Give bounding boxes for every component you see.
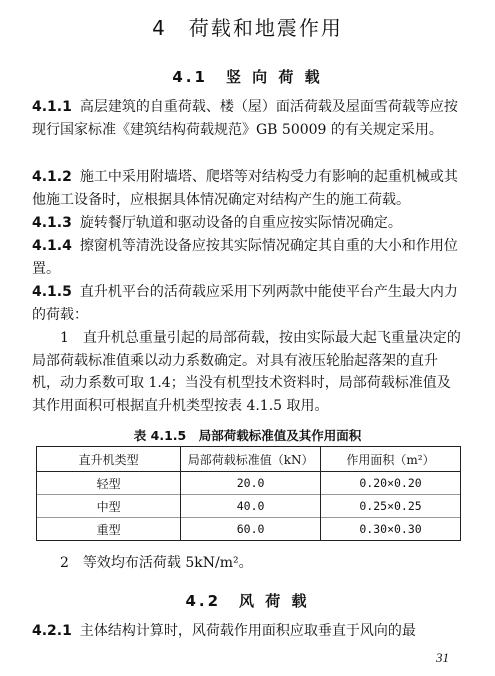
- clause-4-1-5: [32, 281, 464, 326]
- clause-text: 高层建筑的自重荷载、楼（屋）面活荷载及屋面雪荷载等应按现行国家标准《建筑结构荷载规范》GB 50009 的有关规定采用。: [32, 99, 458, 138]
- table-cell: 40.0: [181, 495, 321, 518]
- column-header: 局部荷载标准值（kN）: [181, 447, 321, 472]
- clause-4-1-4: [32, 235, 464, 280]
- table-row: [37, 472, 461, 495]
- clause-number: 4.1.3: [32, 215, 72, 231]
- clause-text: 施工中采用附墙塔、爬塔等对结构受力有影响的起重机械或其他施工设备时，应根据具体情况确定对结构产生的施工荷载。: [32, 169, 458, 208]
- clause-number: 4.2.1: [32, 623, 72, 639]
- table-row: [37, 518, 461, 541]
- table-row: [37, 495, 461, 518]
- clause-text: 旋转餐厅轨道和驱动设备的自重应按实际情况确定。: [79, 215, 402, 231]
- clause-4-1-3: [32, 212, 464, 235]
- clause-4-1-2: [32, 166, 464, 211]
- clause-text: 主体结构计算时，风荷载作用面积应取垂直于风向的最: [79, 623, 416, 639]
- section-title-4-1: 4.1 竖 向 荷 载: [172, 68, 323, 86]
- clause-number: 4.1.1: [32, 99, 72, 115]
- table-cell: 重型: [37, 518, 181, 541]
- table-cell: 60.0: [181, 518, 321, 541]
- clause-4-2-1: [32, 620, 464, 643]
- clause-text: 直升机平台的活荷载应采用下列两款中能使平台产生最大内力的荷载：: [32, 284, 458, 323]
- load-table: [36, 446, 461, 541]
- table-cell: 0.20×0.20: [321, 472, 461, 495]
- table-cell: 轻型: [37, 472, 181, 495]
- item-1: 1 直升机总重量引起的局部荷载，按由实际最大起飞重量决定的局部荷载标准值乘以动力系数确定。对具有液压轮胎起落架的直升机，动力系数可取 1.4；当没有机型技术资料时，局部荷载标准值及其作用面积可根据直升机类型按表 4.1.5 取用。: [32, 330, 461, 414]
- chapter-title-text: 荷载和地震作用: [188, 16, 343, 40]
- section-title-4-2: 4.2 风 荷 载: [185, 592, 310, 610]
- table-caption: 表 4.1.5 局部荷载标准值及其作用面积: [133, 428, 362, 443]
- clause-number: 4.1.5: [32, 284, 72, 300]
- clause-4-1-1: [32, 96, 464, 141]
- table-cell: 20.0: [181, 472, 321, 495]
- table-cell: 0.25×0.25: [321, 495, 461, 518]
- column-header: 直升机类型: [37, 447, 181, 472]
- chapter-number: 4: [152, 16, 167, 40]
- table-cell: 中型: [37, 495, 181, 518]
- clause-number: 4.1.2: [32, 169, 72, 185]
- column-header: 作用面积（m²）: [321, 447, 461, 472]
- page-number: 31: [436, 650, 449, 665]
- clause-number: 4.1.4: [32, 238, 72, 254]
- table-header-row: [37, 447, 461, 472]
- chapter-title: [0, 12, 495, 41]
- item-2: 2 等效均布活荷载 5kN/m²。: [60, 555, 253, 571]
- table-cell: 0.30×0.30: [321, 518, 461, 541]
- clause-text: 擦窗机等清洗设备应按其实际情况确定其自重的大小和作用位置。: [32, 238, 458, 277]
